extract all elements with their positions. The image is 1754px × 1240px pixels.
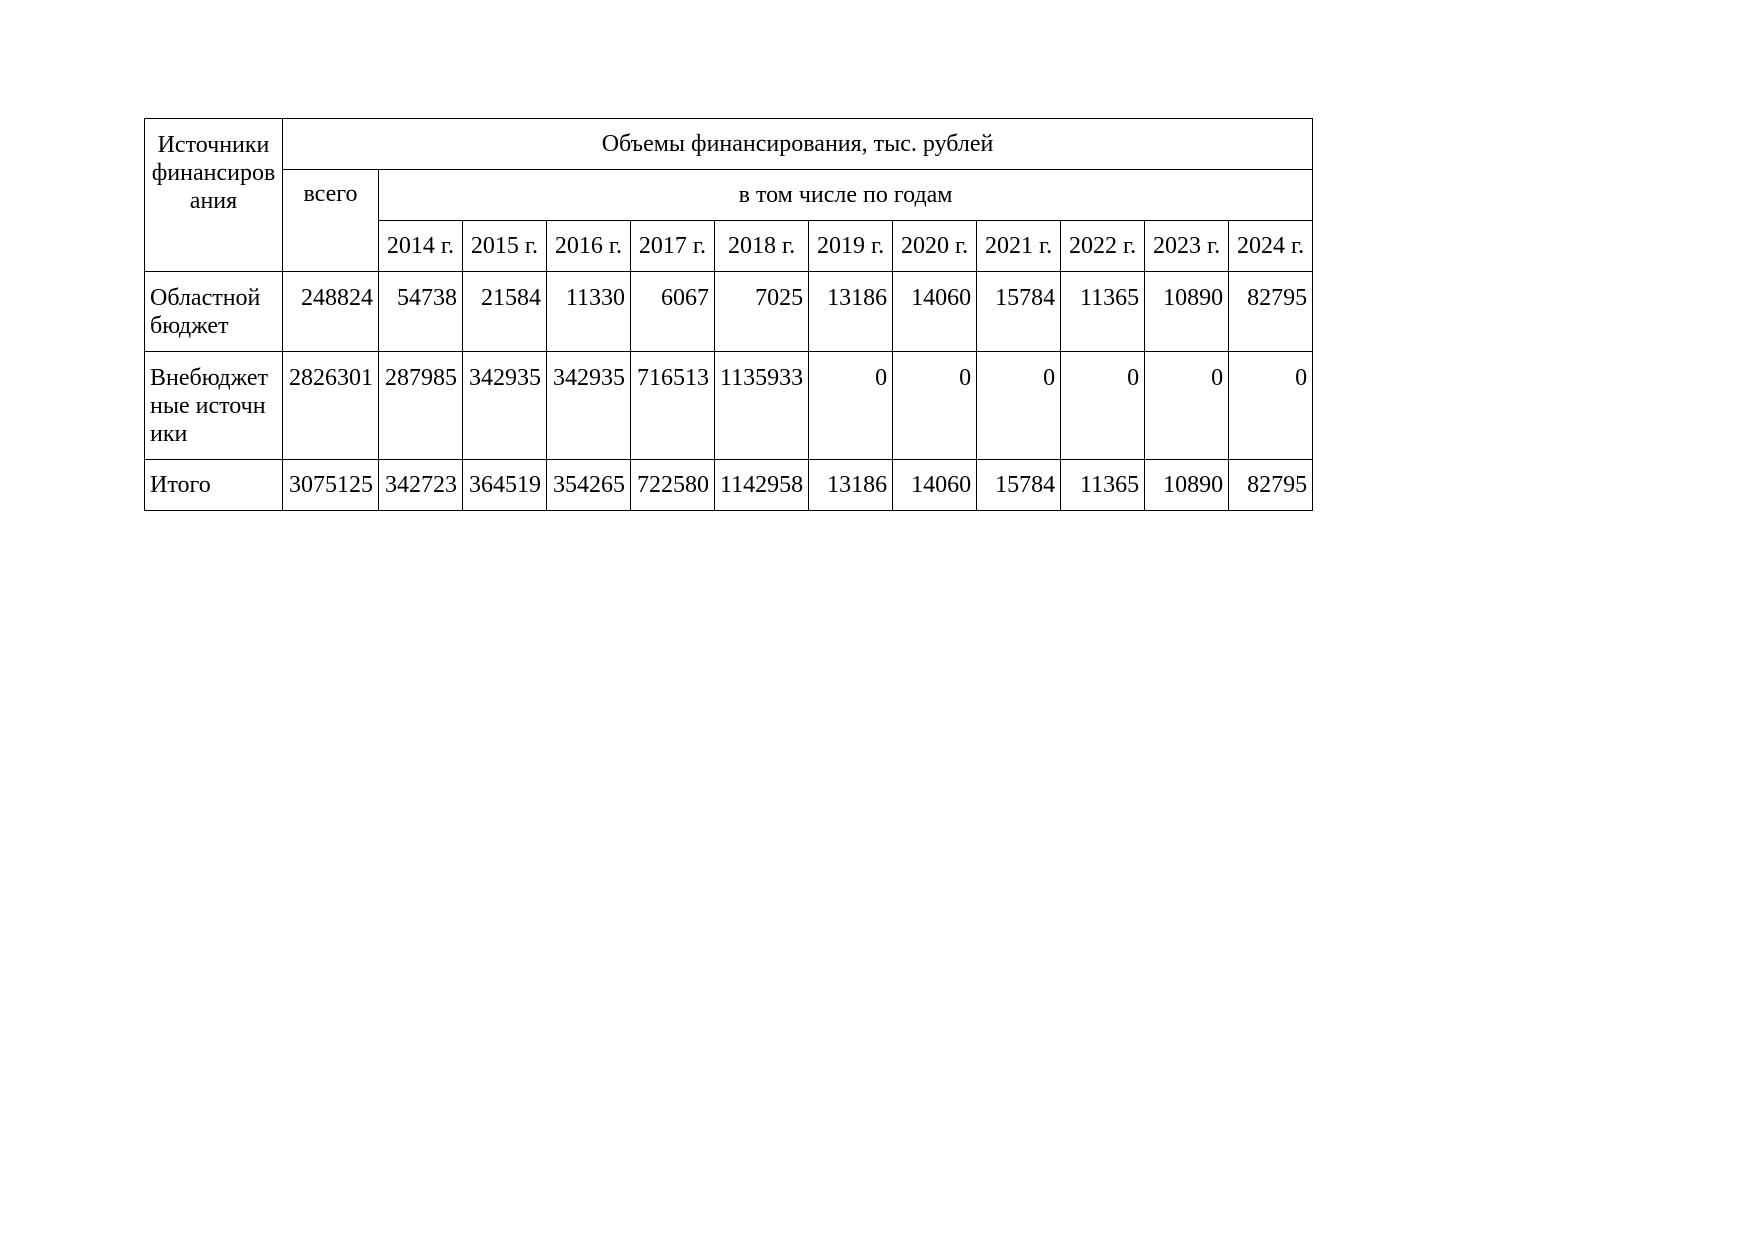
year-value: 82795	[1229, 272, 1313, 352]
year-value: 82795	[1229, 460, 1313, 511]
year-value: 0	[1229, 352, 1313, 460]
year-value: 11365	[1061, 272, 1145, 352]
year-value: 21584	[463, 272, 547, 352]
header-row-1	[145, 119, 1313, 170]
year-value: 354265	[547, 460, 631, 511]
year-header: 2019 г.	[809, 221, 893, 272]
table-row-total	[145, 460, 1313, 511]
row-total: 2826301	[283, 352, 379, 460]
year-value: 716513	[631, 352, 715, 460]
table-row-extra-budgetary	[145, 352, 1313, 460]
year-value: 1135933	[715, 352, 809, 460]
year-header: 2021 г.	[977, 221, 1061, 272]
year-value: 14060	[893, 272, 977, 352]
year-value: 13186	[809, 460, 893, 511]
year-value: 287985	[379, 352, 463, 460]
year-value: 342723	[379, 460, 463, 511]
year-value: 342935	[547, 352, 631, 460]
year-value: 15784	[977, 460, 1061, 511]
row-total: 248824	[283, 272, 379, 352]
year-header: 2018 г.	[715, 221, 809, 272]
row-total: 3075125	[283, 460, 379, 511]
year-value: 1142958	[715, 460, 809, 511]
header-total-cell: всего	[283, 170, 379, 272]
header-by-years-cell: в том числе по годам	[379, 170, 1313, 221]
year-header: 2016 г.	[547, 221, 631, 272]
year-value: 54738	[379, 272, 463, 352]
year-value: 0	[1061, 352, 1145, 460]
row-label: Итого	[145, 460, 283, 511]
header-volume-cell: Объемы финансирования, тыс. рублей	[283, 119, 1313, 170]
row-label: Внебюджет ные источники	[145, 352, 283, 460]
year-value: 13186	[809, 272, 893, 352]
year-value: 0	[1145, 352, 1229, 460]
year-header: 2020 г.	[893, 221, 977, 272]
year-value: 6067	[631, 272, 715, 352]
year-value: 342935	[463, 352, 547, 460]
year-header: 2022 г.	[1061, 221, 1145, 272]
year-header: 2015 г.	[463, 221, 547, 272]
year-header: 2014 г.	[379, 221, 463, 272]
year-value: 15784	[977, 272, 1061, 352]
year-value: 7025	[715, 272, 809, 352]
table-row-regional-budget	[145, 272, 1313, 352]
year-header: 2017 г.	[631, 221, 715, 272]
year-header: 2023 г.	[1145, 221, 1229, 272]
year-value: 11365	[1061, 460, 1145, 511]
year-value: 0	[809, 352, 893, 460]
year-value: 10890	[1145, 460, 1229, 511]
year-value: 0	[977, 352, 1061, 460]
header-row-2	[145, 170, 1313, 221]
year-value: 364519	[463, 460, 547, 511]
year-value: 10890	[1145, 272, 1229, 352]
year-value: 14060	[893, 460, 977, 511]
year-value: 11330	[547, 272, 631, 352]
year-value: 722580	[631, 460, 715, 511]
year-value: 0	[893, 352, 977, 460]
financing-table	[144, 118, 1313, 511]
row-label: Областной бюджет	[145, 272, 283, 352]
year-header: 2024 г.	[1229, 221, 1313, 272]
header-source-cell: Источники финансиров ания	[145, 119, 283, 272]
